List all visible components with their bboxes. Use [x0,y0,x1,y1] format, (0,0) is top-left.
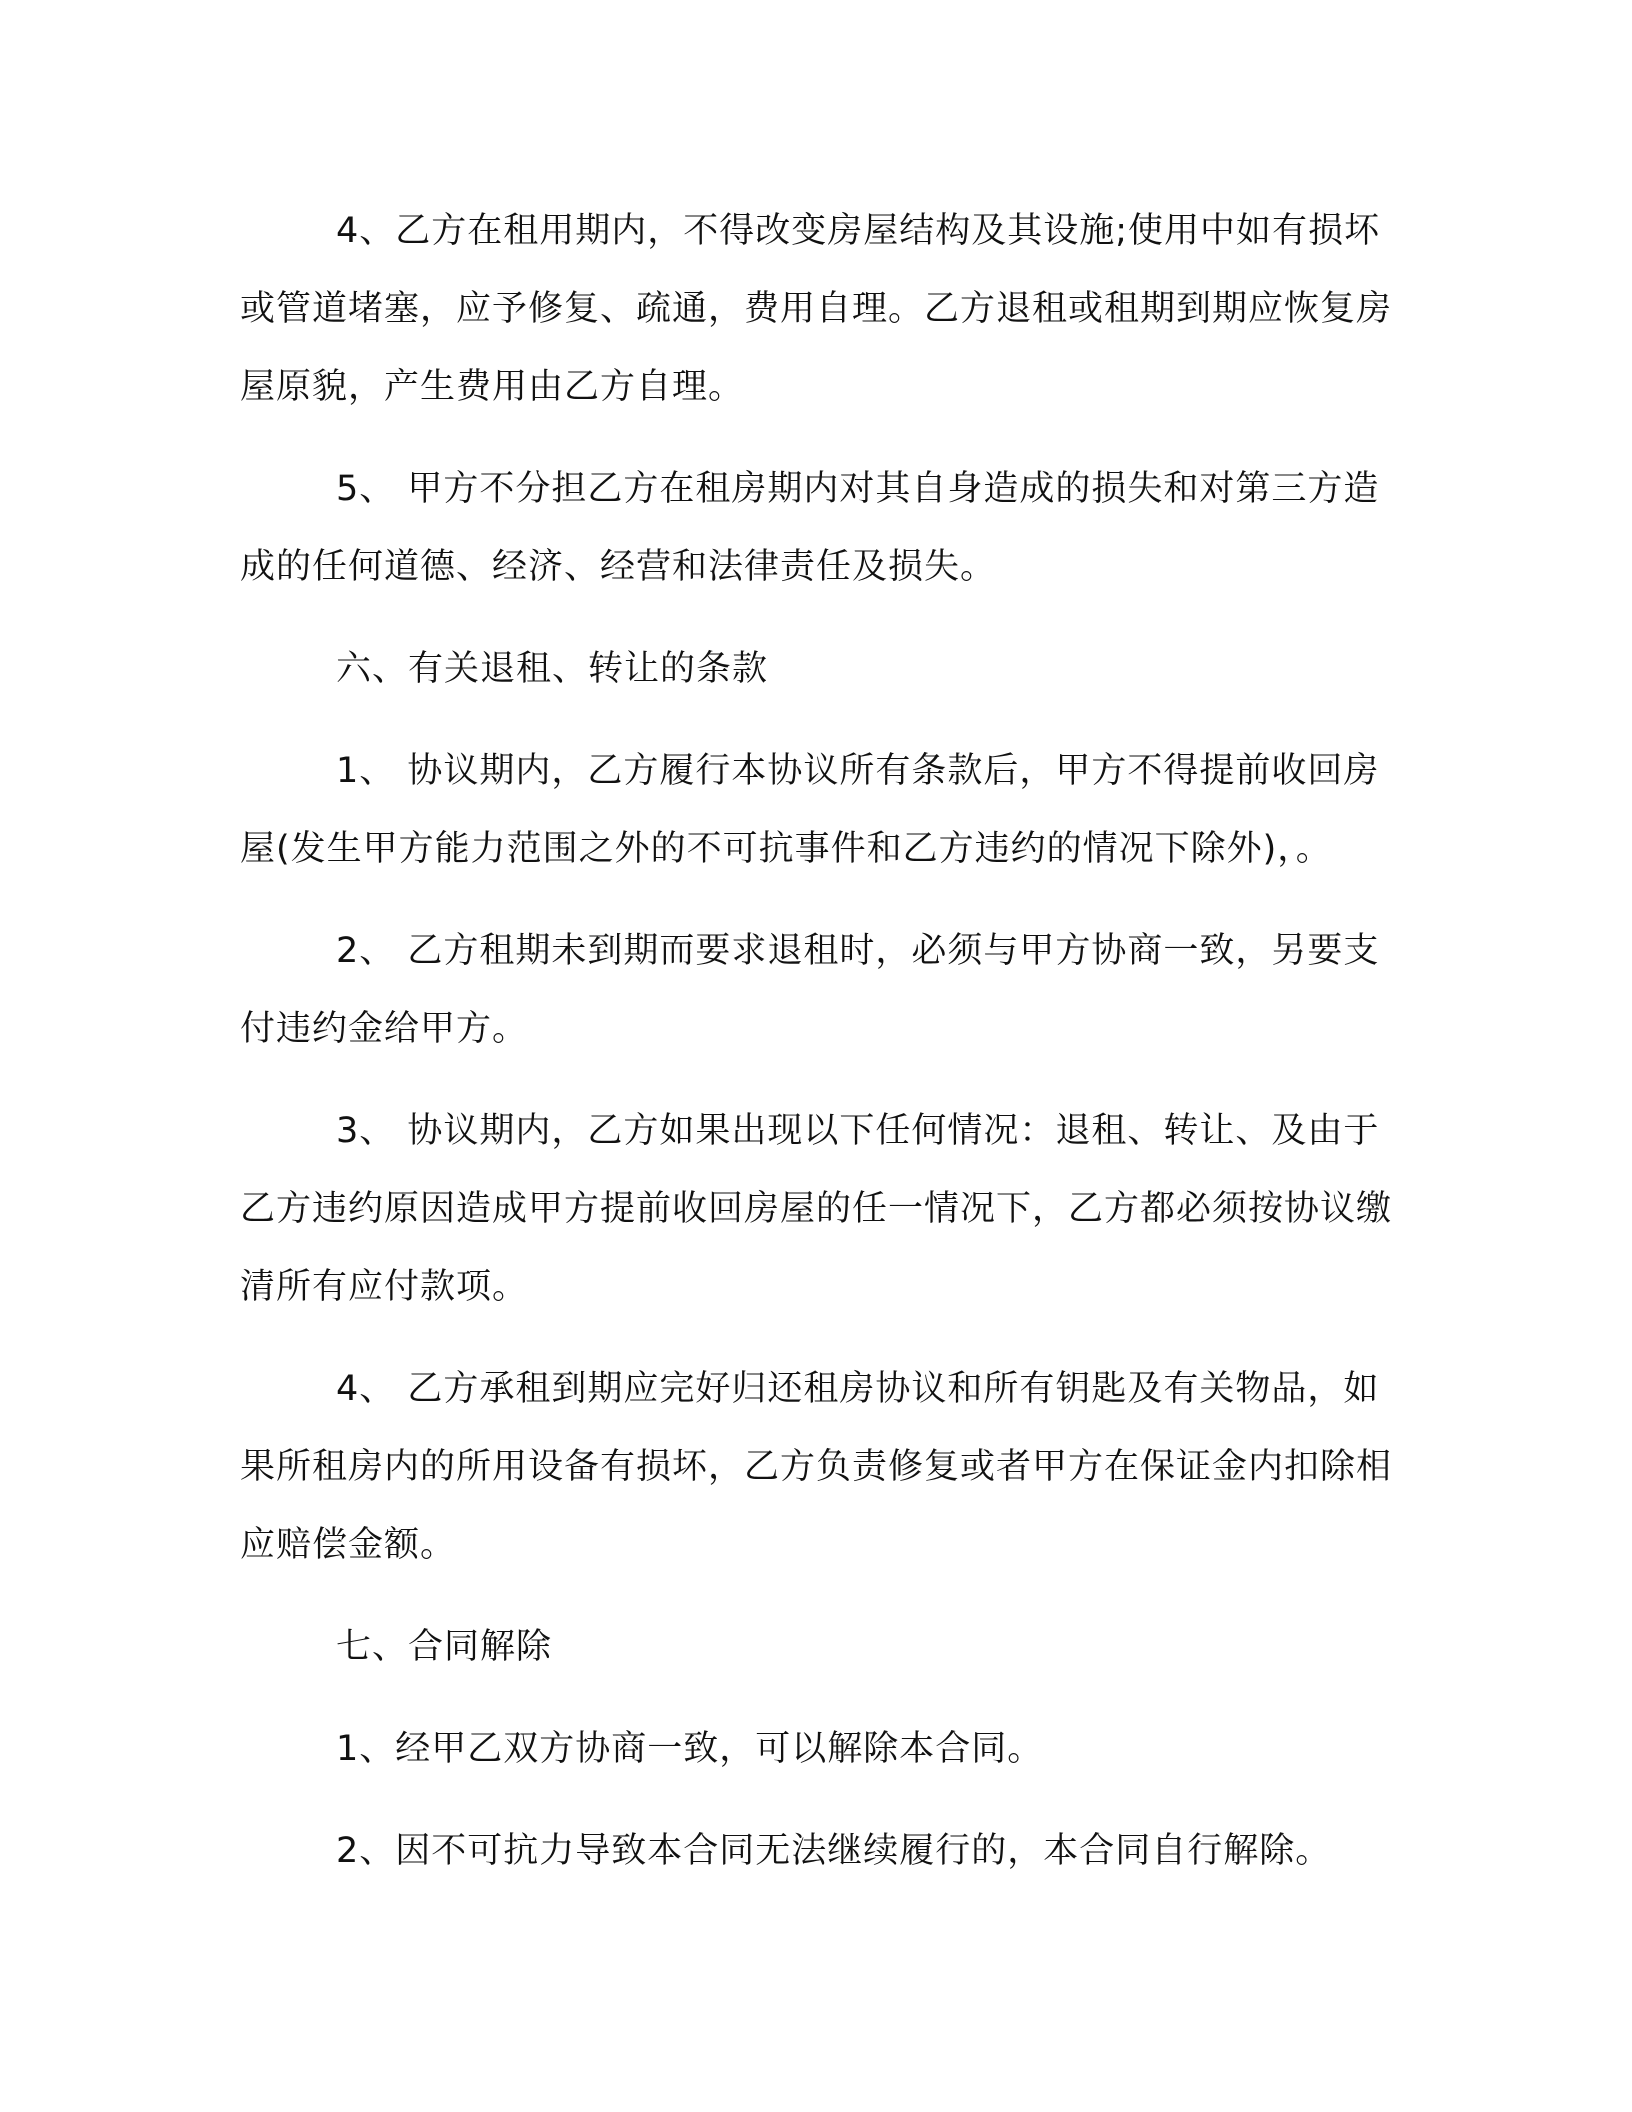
clause-7-1: 1、经甲乙双方协商一致，可以解除本合同。 [336,1729,1044,1769]
clause-7-2: 2、因不可抗力导致本合同无法继续履行的，本合同自行解除。 [336,1831,1332,1871]
clause-6-2: 2、 乙方租期未到期而要求退租时，必须与甲方协商一致，另要支付违约金给甲方。 [240,931,1380,1049]
clause-6-1: 1、 协议期内，乙方履行本协议所有条款后，甲方不得提前收回房屋(发生甲方能力范围之外的不可抗事件和乙方违约的情况下除外)，。 [240,751,1380,869]
section-heading-six: 六、有关退租、转让的条款 [336,649,769,689]
section-heading-seven: 七、合同解除 [336,1627,553,1667]
clause-5-liability: 5、 甲方不分担乙方在租房期内对其自身造成的损失和对第三方造成的任何道德、经济、经营和法律责任及损失。 [240,469,1380,587]
clause-6-3: 3、 协议期内，乙方如果出现以下任何情况：退租、转让、及由于乙方违约原因造成甲方提前收回房屋的任一情况下，乙方都必须按协议缴清所有应付款项。 [240,1111,1393,1307]
clause-6-4: 4、 乙方承租到期应完好归还租房协议和所有钥匙及有关物品，如果所租房内的所用设备有损坏，乙方负责修复或者甲方在保证金内扣除相应赔偿金额。 [240,1369,1393,1565]
clause-4-repair: 4、乙方在租用期内，不得改变房屋结构及其设施;使用中如有损坏或管道堵塞，应予修复、疏通，费用自理。乙方退租或租期到期应恢复房屋原貌，产生费用由乙方自理。 [240,211,1393,407]
